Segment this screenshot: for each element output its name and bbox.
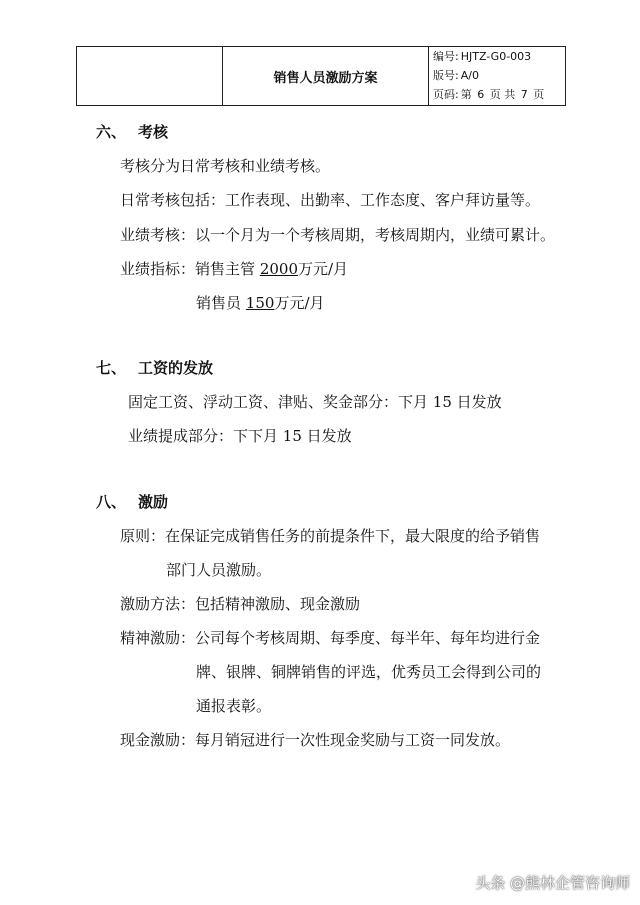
document-title: 销售人员激励方案	[223, 47, 429, 105]
section-8-spirit-3: 通报表彰。	[196, 697, 272, 715]
doc-version: 版号: A/0	[433, 69, 479, 82]
section-6-line-3: 业绩考核：以一个月为一个考核周期，考核周期内，业绩可累计。	[120, 226, 556, 244]
header-meta-cell	[429, 47, 565, 105]
section-8-heading: 八、 激励	[96, 493, 169, 511]
section-8-spirit-1: 精神激励：公司每个考核周期、每季度、每半年、每年均进行金	[120, 629, 541, 647]
section-8-cash: 现金激励：每月销冠进行一次性现金奖励与工资一同发放。	[120, 731, 511, 749]
doc-page-number: 页码: 第 6 页 共 7 页	[433, 88, 545, 101]
section-7-line-1: 固定工资、浮动工资、津贴、奖金部分：下月 15 日发放	[128, 393, 502, 411]
section-8-principle-2: 部门人员激励。	[166, 561, 272, 579]
section-6-indicator-1: 业绩指标：销售主管 2000万元/月	[120, 260, 349, 278]
section-6-line-1: 考核分为日常考核和业绩考核。	[120, 157, 331, 175]
section-6-indicator-2: 销售员 150万元/月	[196, 294, 325, 312]
watermark-text: 头条 @熊林企管咨询师	[475, 874, 630, 892]
header-logo-cell	[77, 47, 223, 105]
section-7-line-2: 业绩提成部分：下下月 15 日发放	[128, 427, 352, 445]
section-6-heading: 六、 考核	[96, 123, 169, 141]
doc-code: 编号: HJTZ-G0-003	[433, 50, 532, 63]
section-8-spirit-2: 牌、银牌、铜牌销售的评选，优秀员工会得到公司的	[196, 663, 542, 681]
section-8-principle-1: 原则：在保证完成销售任务的前提条件下，最大限度的给予销售	[120, 527, 541, 545]
section-8-methods: 激励方法：包括精神激励、现金激励	[120, 595, 361, 613]
section-7-heading: 七、 工资的发放	[96, 359, 214, 377]
section-6-line-2: 日常考核包括：工作表现、出勤率、工作态度、客户拜访量等。	[120, 191, 541, 209]
document-header-table	[76, 46, 566, 106]
